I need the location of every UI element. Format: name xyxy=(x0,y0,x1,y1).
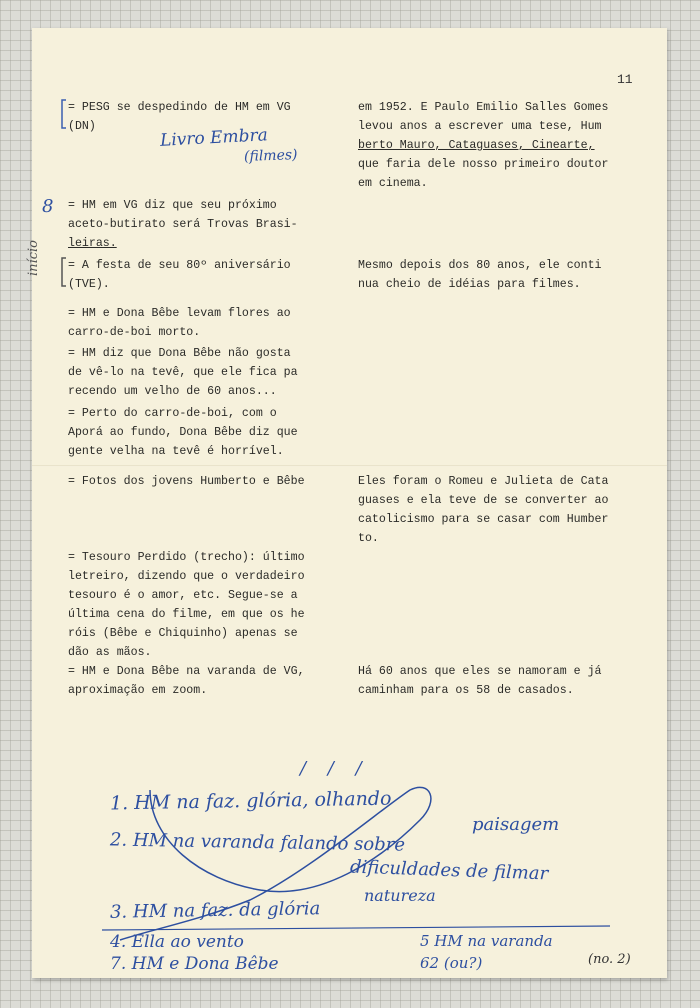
margin-note-livro: Livro Embra xyxy=(159,125,269,151)
handwritten-line-1: 1. HM na faz. glória, olhando xyxy=(109,787,392,815)
block-3-right: Mesmo depois dos 80 anos, ele conti nua cheio de idéias para filmes. xyxy=(358,259,602,291)
margin-note-inicio: início xyxy=(26,240,41,276)
handwritten-line-5b: 62 (ou?) xyxy=(420,954,483,972)
handwritten-line-4b: 5 HM na varanda xyxy=(420,932,553,950)
block-8-left: = Tesouro Perdido (trecho): último letreiro, dizendo que o verdadeiro tesouro é o amor, etc. Segue-se a última cena do filme, em que os he róis (Bêbe e Chiquinho) apenas se dão as mãos. xyxy=(68,551,305,659)
handwritten-line-5: 7. HM e Dona Bêbe xyxy=(110,954,279,974)
block-9-right: Há 60 anos que eles se namoram e já caminham para os 58 de casados. xyxy=(358,665,602,697)
document-page xyxy=(26,28,667,978)
block-1-left: = PESG se despedindo de HM em VG (DN) xyxy=(68,101,291,133)
block-6-left: = Perto do carro-de-boi, com o Aporá ao fundo, Dona Bêbe diz que gente velha na tevê é horrível. xyxy=(68,407,298,458)
handwritten-line-2: 2. HM na varanda falando sobre xyxy=(109,829,406,856)
block-4-left: = HM e Dona Bêbe levam flores ao carro-de-boi morto. xyxy=(68,307,291,339)
block-7-right: Eles foram o Romeu e Julieta de Cata guases e ela teve de se converter ao catolicismo para se casar com Humber to. xyxy=(358,475,609,545)
handwritten-marks: / / / xyxy=(300,758,370,779)
block-9-left: = HM e Dona Bêbe na varanda de VG, aproximação em zoom. xyxy=(68,665,305,697)
block-5-left: = HM diz que Dona Bêbe não gosta de vê-lo na tevê, que ele fica pa recendo um velho de 60 anos... xyxy=(68,347,298,398)
paper-fold xyxy=(32,465,667,467)
handwritten-note: (no. 2) xyxy=(588,952,631,967)
block-2-left: = HM em VG diz que seu próximo aceto-butirato será Trovas Brasi- leiras. xyxy=(68,199,298,250)
block-3-left: = A festa de seu 80º aniversário (TVE). xyxy=(68,259,291,291)
handwritten-line-3: 3. HM na faz. da glória xyxy=(109,898,321,923)
handwritten-line-4: 4. Ella ao vento xyxy=(110,932,244,952)
handwritten-line-1b: paisagem xyxy=(472,814,560,835)
page-number: 11 xyxy=(617,72,633,87)
handwritten-line-2b: dificuldades de filmar xyxy=(349,856,549,885)
block-1-right: em 1952. E Paulo Emilio Salles Gomes levou anos a escrever uma tese, Hum berto Mauro, Cataguases, Cinearte, que faria dele nosso primeiro doutor em cinema. xyxy=(358,101,609,190)
block-7-left: = Fotos dos jovens Humberto e Bêbe xyxy=(68,475,305,488)
margin-note-filmes: (filmes) xyxy=(243,147,298,165)
handwritten-line-2c: natureza xyxy=(364,886,436,905)
margin-note-eight: 8 xyxy=(42,196,54,217)
